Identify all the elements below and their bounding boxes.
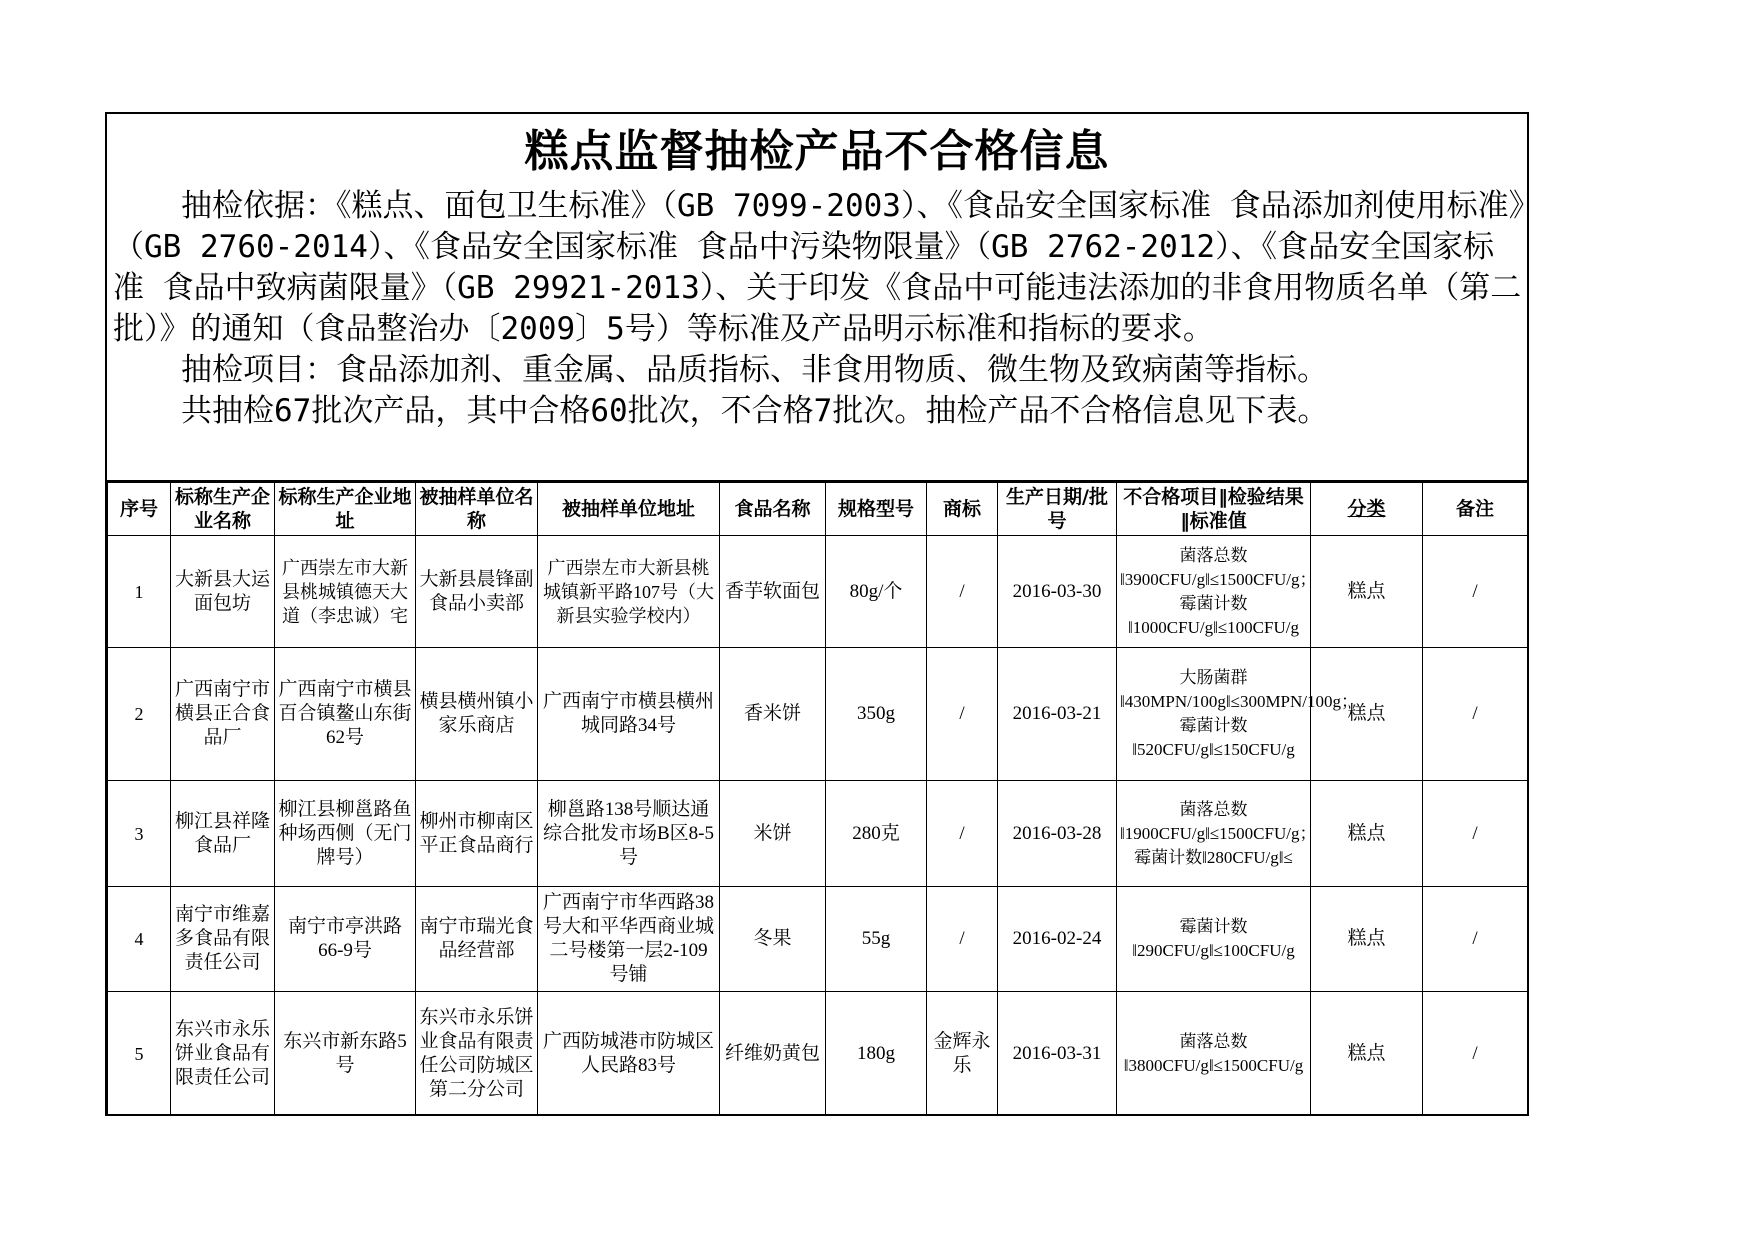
cell-sampled-unit-name: 东兴市永乐饼业食品有限责任公司防城区第二分公司 bbox=[416, 992, 538, 1116]
cell-trademark: / bbox=[927, 781, 998, 887]
cell-production-date: 2016-03-28 bbox=[998, 781, 1117, 887]
header-sampled-unit-name: 被抽样单位名称 bbox=[416, 482, 538, 536]
header-category bbox=[1311, 482, 1423, 536]
cell-spec: 80g/个 bbox=[826, 536, 927, 648]
cell-producer-name: 广西南宁市横县正合食品厂 bbox=[171, 648, 275, 781]
cell-producer-address: 柳江县柳邕路鱼种场西侧（无门牌号） bbox=[275, 781, 416, 887]
cell-category: 糕点 bbox=[1311, 781, 1423, 887]
intro-items: 抽检项目：食品添加剂、重金属、品质指标、非食用物质、微生物及致病菌等指标。 bbox=[181, 352, 1328, 388]
table-row bbox=[108, 536, 1528, 648]
cell-sampled-unit-address: 广西南宁市华西路38号大和平华西商业城二号楼第一层2-109号铺 bbox=[538, 887, 720, 992]
cell-producer-name: 柳江县祥隆食品厂 bbox=[171, 781, 275, 887]
cell-producer-name: 大新县大运面包坊 bbox=[171, 536, 275, 648]
intro-basis: 抽检依据：《糕点、面包卫生标准》（GB 7099-2003）、《食品安全国家标准 食品添加剂使用标准》（GB 2760-2014）、《食品安全国家标准 食品中污染物限量》（GB 2762-2012）、《食品安全国家标准 食品中致病菌限量》（GB 29921-2013）、关于印发《食品中可能违法添加的非食用物质名单（第二批）》的通知（食品整治办〔2009〕5号）等标准及产品明示标准和指标的要求。 bbox=[113, 188, 1525, 347]
cell-production-date: 2016-03-31 bbox=[998, 992, 1117, 1116]
cell-remarks: / bbox=[1423, 536, 1528, 648]
cell-spec: 55g bbox=[826, 887, 927, 992]
header-trademark: 商标 bbox=[927, 482, 998, 536]
intro-section bbox=[113, 186, 1525, 432]
header-sampled-unit-address: 被抽样单位地址 bbox=[538, 482, 720, 536]
cell-producer-address: 广西南宁市横县百合镇鳌山东街62号 bbox=[275, 648, 416, 781]
header-production-date: 生产日期/批号 bbox=[998, 482, 1117, 536]
cell-food-name: 香米饼 bbox=[720, 648, 826, 781]
cell-index: 3 bbox=[108, 781, 171, 887]
cell-producer-name: 东兴市永乐饼业食品有限责任公司 bbox=[171, 992, 275, 1116]
cell-nonconforming-items: 菌落总数‖1900CFU/g‖≤1500CFU/g；霉菌计数‖280CFU/g‖≤ bbox=[1117, 781, 1311, 887]
header-remarks: 备注 bbox=[1423, 482, 1528, 536]
cell-nonconforming-items: 大肠菌群‖430MPN/100g‖≤300MPN/100g；霉菌计数‖520CFU/g‖≤150CFU/g bbox=[1117, 648, 1311, 781]
header-spec: 规格型号 bbox=[826, 482, 927, 536]
cell-category: 糕点 bbox=[1311, 536, 1423, 648]
cell-remarks: / bbox=[1423, 648, 1528, 781]
cell-remarks: / bbox=[1423, 887, 1528, 992]
cell-nonconforming-items: 霉菌计数‖290CFU/g‖≤100CFU/g bbox=[1117, 887, 1311, 992]
document-frame bbox=[105, 112, 1529, 1116]
cell-food-name: 米饼 bbox=[720, 781, 826, 887]
cell-producer-name: 南宁市维嘉多食品有限责任公司 bbox=[171, 887, 275, 992]
table-row bbox=[108, 887, 1528, 992]
cell-sampled-unit-name: 柳州市柳南区平正食品商行 bbox=[416, 781, 538, 887]
cell-spec: 180g bbox=[826, 992, 927, 1116]
cell-producer-address: 南宁市亭洪路66-9号 bbox=[275, 887, 416, 992]
cell-sampled-unit-name: 横县横州镇小家乐商店 bbox=[416, 648, 538, 781]
results-table bbox=[107, 480, 1528, 1116]
table-header-row bbox=[108, 482, 1528, 536]
table-row bbox=[108, 992, 1528, 1116]
header-nonconforming-items: 不合格项目‖检验结果‖标准值 bbox=[1117, 482, 1311, 536]
cell-index: 4 bbox=[108, 887, 171, 992]
cell-sampled-unit-address: 广西崇左市大新县桃城镇新平路107号（大新县实验学校内） bbox=[538, 536, 720, 648]
cell-producer-address: 广西崇左市大新县桃城镇德天大道（李忠诚）宅 bbox=[275, 536, 416, 648]
cell-producer-address: 东兴市新东路5号 bbox=[275, 992, 416, 1116]
cell-food-name: 冬果 bbox=[720, 887, 826, 992]
cell-category: 糕点 bbox=[1311, 887, 1423, 992]
cell-sampled-unit-address: 广西防城港市防城区人民路83号 bbox=[538, 992, 720, 1116]
cell-spec: 280克 bbox=[826, 781, 927, 887]
cell-index: 5 bbox=[108, 992, 171, 1116]
cell-sampled-unit-address: 广西南宁市横县横州城同路34号 bbox=[538, 648, 720, 781]
header-food-name: 食品名称 bbox=[720, 482, 826, 536]
cell-production-date: 2016-03-21 bbox=[998, 648, 1117, 781]
intro-summary: 共抽检67批次产品，其中合格60批次，不合格7批次。抽检产品不合格信息见下表。 bbox=[181, 393, 1329, 429]
table-row bbox=[108, 781, 1528, 887]
cell-sampled-unit-name: 大新县晨锋副食品小卖部 bbox=[416, 536, 538, 648]
cell-category: 糕点 bbox=[1311, 648, 1423, 781]
cell-nonconforming-items: 菌落总数‖3800CFU/g‖≤1500CFU/g bbox=[1117, 992, 1311, 1116]
header-producer-name: 标称生产企业名称 bbox=[171, 482, 275, 536]
cell-index: 2 bbox=[108, 648, 171, 781]
table-row bbox=[108, 648, 1528, 781]
cell-sampled-unit-name: 南宁市瑞光食品经营部 bbox=[416, 887, 538, 992]
cell-production-date: 2016-02-24 bbox=[998, 887, 1117, 992]
cell-trademark: / bbox=[927, 536, 998, 648]
header-producer-address: 标称生产企业地址 bbox=[275, 482, 416, 536]
header-category-label: 分类 bbox=[1347, 498, 1386, 520]
document-title: 糕点监督抽检产品不合格信息 bbox=[524, 126, 1110, 177]
results-table-wrap bbox=[107, 480, 1527, 1116]
cell-sampled-unit-address: 柳邕路138号顺达通综合批发市场B区8-5号 bbox=[538, 781, 720, 887]
cell-trademark: 金辉永乐 bbox=[927, 992, 998, 1116]
cell-production-date: 2016-03-30 bbox=[998, 536, 1117, 648]
cell-trademark: / bbox=[927, 887, 998, 992]
cell-remarks: / bbox=[1423, 992, 1528, 1116]
cell-remarks: / bbox=[1423, 781, 1528, 887]
cell-food-name: 纤维奶黄包 bbox=[720, 992, 826, 1116]
cell-category: 糕点 bbox=[1311, 992, 1423, 1116]
header-index: 序号 bbox=[108, 482, 171, 536]
cell-nonconforming-items: 菌落总数‖3900CFU/g‖≤1500CFU/g；霉菌计数‖1000CFU/g‖≤100CFU/g bbox=[1117, 536, 1311, 648]
cell-spec: 350g bbox=[826, 648, 927, 781]
cell-food-name: 香芋软面包 bbox=[720, 536, 826, 648]
cell-index: 1 bbox=[108, 536, 171, 648]
cell-trademark: / bbox=[927, 648, 998, 781]
